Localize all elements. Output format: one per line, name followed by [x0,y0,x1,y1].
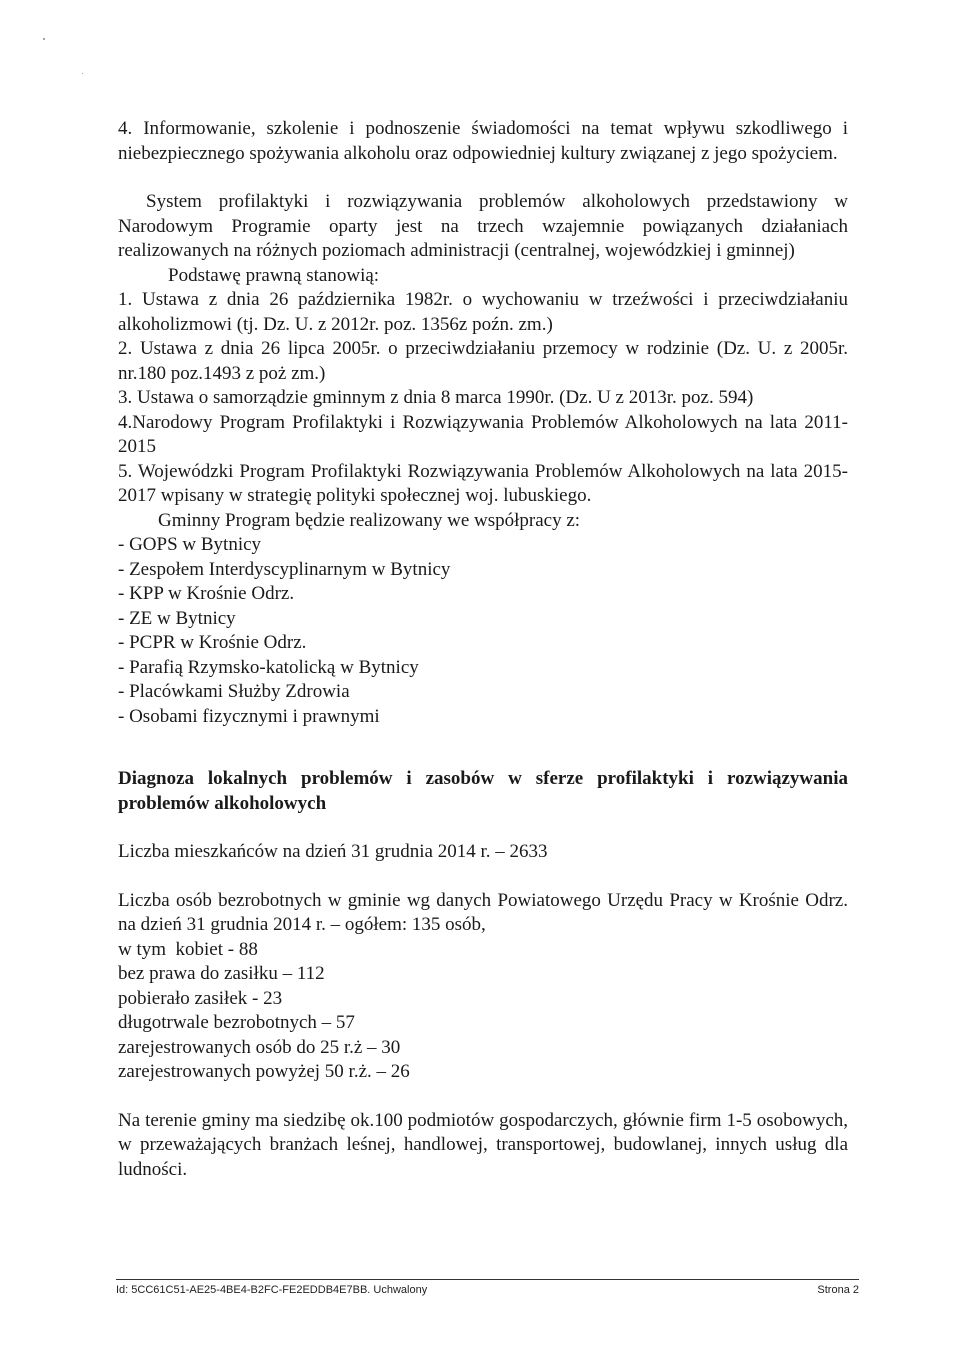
section-4-paragraph: 4. Informowanie, szkolenie i podnoszenie świadomości na temat wpływu szkodliwego i niebezpiecznego spożywania alkoholu oraz odpowiedniej kultury związanej z jego spożyciem. [118,118,848,164]
page-number: Strona 2 [817,1284,859,1296]
legal-basis-list [118,288,848,509]
cooperation-item: - Zespołem Interdyscyplinarnym w Bytnicy [118,558,451,580]
spacer [118,1085,848,1109]
unemployed-intro: Liczba osób bezrobotnych w gminie wg danych Powiatowego Urzędu Pracy w Krośnie Odrz. na dzień 31 grudnia 2014 r. – ogółem: 135 osób, [118,889,848,935]
document-body [118,117,848,1182]
businesses-paragraph: Na terenie gminy ma siedzibę ok.100 podmiotów gospodarczych, głównie firm 1-5 osobowych, w przeważających branżach leśnej, handlowej, transportowej, budowlanej, innych usług dla ludności. [118,1109,848,1180]
footer-divider [116,1279,859,1280]
cooperation-list [118,533,848,729]
cooperation-item: - ZE w Bytnicy [118,607,236,629]
spacer [118,166,848,190]
cooperation-item: - Placówkami Służby Zdrowia [118,681,350,702]
legal-basis-item: 3. Ustawa o samorządzie gminnym z dnia 8 marca 1990r. (Dz. U z 2013r. poz. 594) [118,387,754,408]
unemployed-item: długotrwale bezrobotnych – 57 [118,1012,355,1033]
spacer [118,753,848,767]
residents-count: Liczba mieszkańców na dzień 31 grudnia 2014 r. – 2633 [118,841,548,862]
legal-basis-item: 5. Wojewódzki Program Profilaktyki Rozwiązywania Problemów Alkoholowych na lata 2015-2017 wpisany w strategię polityki społecznej woj. lubuskiego. [118,460,848,506]
legal-basis-item: 2. Ustawa z dnia 26 lipca 2005r. o przeciwdziałaniu przemocy w rodzinie (Dz. U. z 2005r. nr.180 poz.1493 z poż zm.) [118,338,848,384]
unemployed-item: w tym kobiet - 88 [118,938,258,960]
cooperation-item: - KPP w Krośnie Odrz. [118,583,295,604]
cooperation-item: - Parafią Rzymsko-katolicką w Bytnicy [118,656,419,678]
page-footer [116,1284,859,1296]
spacer [118,865,848,889]
scan-speck [82,73,83,74]
system-paragraph: System profilaktyki i rozwiązywania problemów alkoholowych przedstawiony w Narodowym Programie oparty jest na trzech wzajemnie powiązanych działaniach realizowanych na różnych poziomach administracji (centralnej, wojewódzkiej i gminnej) [118,191,848,261]
spacer [118,729,848,753]
unemployed-item: zarejestrowanych osób do 25 r.ż – 30 [118,1036,401,1058]
unemployed-item: bez prawa do zasiłku – 112 [118,963,325,984]
unemployed-list [118,938,848,1085]
cooperation-item: - PCPR w Krośnie Odrz. [118,632,307,653]
legal-basis-item: 4.Narodowy Program Profilaktyki i Rozwiązywania Problemów Alkoholowych na lata 2011-2015 [118,411,848,457]
unemployed-item: pobierało zasiłek - 23 [118,987,283,1009]
cooperation-intro: Gminny Program będzie realizowany we współpracy z: [158,509,581,531]
unemployed-item: zarejestrowanych powyżej 50 r.ż. – 26 [118,1061,410,1082]
legal-basis-intro: Podstawę prawną stanowią: [168,264,380,286]
cooperation-item: - GOPS w Bytnicy [118,534,262,555]
document-id: Id: 5CC61C51-AE25-4BE4-B2FC-FE2EDDB4E7BB. Uchwalony [116,1284,428,1296]
scan-speck [43,38,45,40]
legal-basis-item: 1. Ustawa z dnia 26 października 1982r. o wychowaniu w trzeźwości i przeciwdziałaniu alkoholizmowi (tj. Dz. U. z 2012r. poz. 1356z poźn. zm.) [118,289,848,335]
diagnosis-heading: Diagnoza lokalnych problemów i zasobów w sferze profilaktyki i rozwiązywania problemów alkoholowych [118,768,848,814]
cooperation-item: - Osobami fizycznymi i prawnymi [118,705,380,727]
spacer [118,816,848,840]
